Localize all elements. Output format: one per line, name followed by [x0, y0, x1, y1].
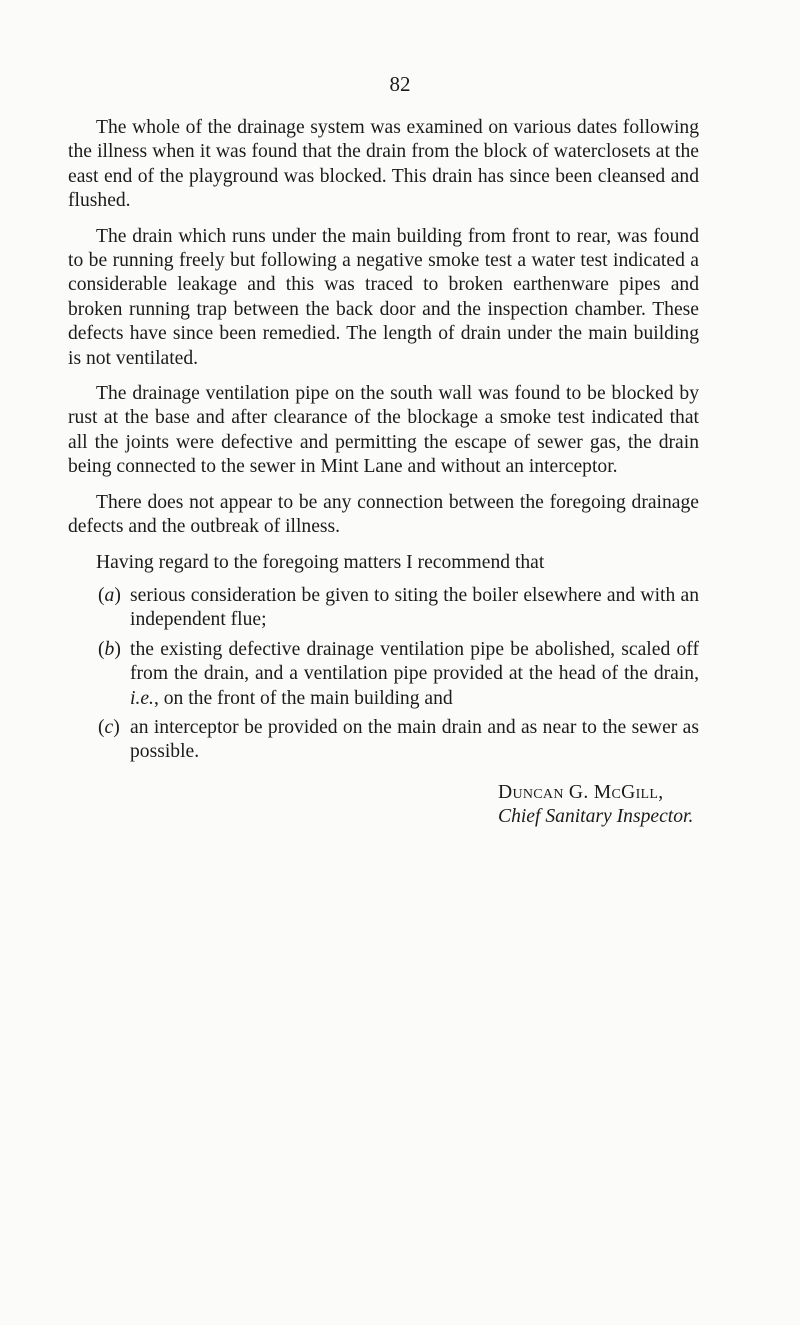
recommendation-item [68, 716, 699, 765]
paragraph-recommendation-intro: Having regard to the foregoing matters I recommend that [96, 551, 545, 573]
signatory-name: Duncan G. McGill, [498, 781, 664, 803]
recommendation-item [68, 584, 699, 633]
paragraph-ventilation-pipe: The drainage ventilation pipe on the south wall was found to be blocked by rust at the base and after clearance of the blockage a smoke test indicated that all the joints were defective and permitting the escape of sewer gas, the drain being connected to the sewer in Mint Lane and without an interceptor. [68, 383, 699, 478]
recommendation-text: the existing defective drainage ventilation pipe be abolished, scaled off from the drain, and a ventilation pipe provided at the head of the drain, i.e., on the front of the main building and [130, 638, 699, 709]
paragraph-drainage-examination: The whole of the drainage system was examined on various dates following the illness when it was found that the drain from the block of waterclosets at the east end of the playground was blocked. This drain has since been cleansed and flushed. [68, 117, 699, 212]
recommendation-marker: (a) [98, 584, 121, 606]
recommendation-text: an interceptor be provided on the main drain and as near to the sewer as possible. [130, 716, 699, 763]
document-body [68, 116, 699, 830]
paragraph-no-connection: There does not appear to be any connection between the foregoing drainage defects and the outbreak of illness. [68, 491, 699, 538]
recommendation-marker: (c) [98, 716, 120, 738]
signatory-title: Chief Sanitary Inspector. [498, 806, 694, 828]
recommendation-list [68, 584, 699, 765]
signature-block [498, 781, 758, 830]
page-number: 82 [389, 72, 411, 96]
recommendation-marker: (b) [98, 638, 121, 660]
recommendation-text: serious consideration be given to siting the boiler elsewhere and with an independent flue; [130, 584, 699, 631]
recommendation-item [68, 638, 699, 711]
paragraph-main-building-drain: The drain which runs under the main building from front to rear, was found to be running freely but following a negative smoke test a water test indicated a considerable leakage and this was traced to broken earthenware pipes and broken running trap between the back door and the inspection chamber. These defects have since been remedied. The length of drain under the main building is not ventilated. [68, 225, 699, 369]
